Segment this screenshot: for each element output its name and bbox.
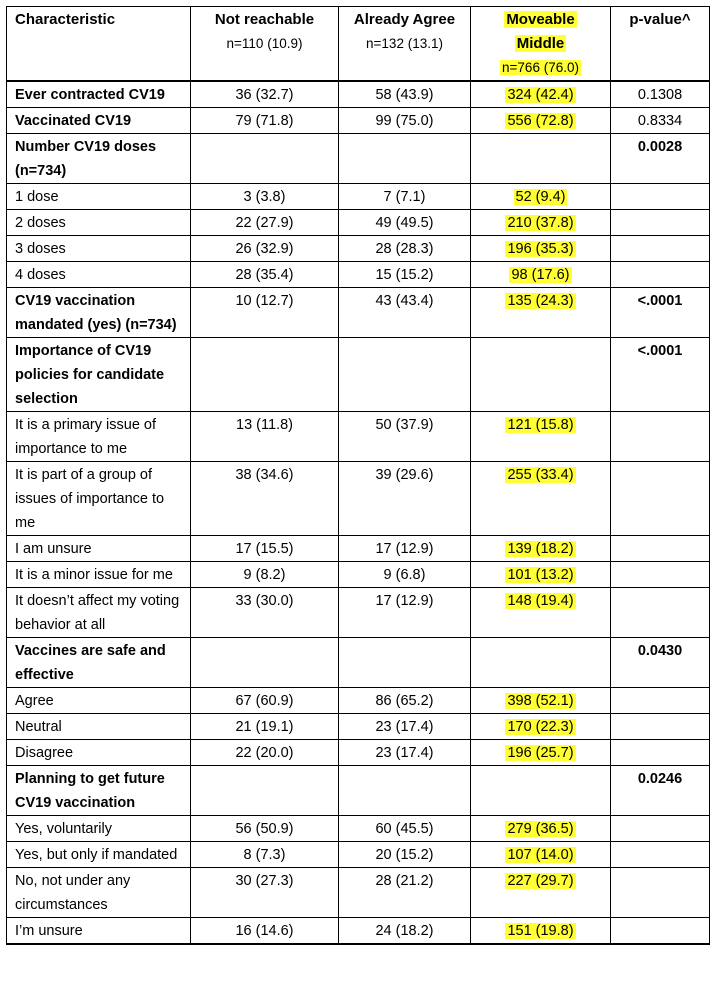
header-already-agree (339, 7, 471, 82)
cell-already-agree: 28 (28.3) (339, 236, 471, 262)
cell-pvalue (611, 184, 710, 210)
moveable-middle-value: 227 (29.7) (507, 873, 574, 889)
table-row (7, 918, 710, 945)
moveable-middle-value: 107 (14.0) (507, 847, 574, 863)
cell-moveable-middle (471, 766, 611, 816)
table-row (7, 236, 710, 262)
header-pvalue: p-value^ (611, 7, 710, 82)
moveable-middle-value: 101 (13.2) (507, 567, 574, 583)
cell-already-agree: 50 (37.9) (339, 412, 471, 462)
table-row (7, 262, 710, 288)
row-characteristic: 2 doses (7, 210, 191, 236)
moveable-middle-value: 279 (36.5) (507, 821, 574, 837)
table-row (7, 536, 710, 562)
header-not-reachable-label: Not reachable (214, 11, 315, 28)
table-row (7, 714, 710, 740)
moveable-middle-value: 170 (22.3) (507, 719, 574, 735)
cell-moveable-middle (471, 562, 611, 588)
row-characteristic: Ever contracted CV19 (7, 81, 191, 108)
cell-moveable-middle (471, 462, 611, 536)
cell-pvalue (611, 588, 710, 638)
cell-pvalue (611, 714, 710, 740)
cell-not-reachable: 10 (12.7) (191, 288, 339, 338)
cell-moveable-middle (471, 262, 611, 288)
cell-pvalue (611, 210, 710, 236)
cell-moveable-middle (471, 588, 611, 638)
cell-pvalue: <.0001 (611, 288, 710, 338)
header-already-agree-label: Already Agree (353, 11, 456, 28)
moveable-middle-value: 151 (19.8) (507, 923, 574, 939)
cell-already-agree: 20 (15.2) (339, 842, 471, 868)
cell-pvalue (611, 462, 710, 536)
header-not-reachable-n: n=110 (10.9) (226, 36, 303, 51)
header-moveable-middle-label-2: Middle (516, 35, 565, 52)
cell-pvalue (611, 868, 710, 918)
cell-pvalue (611, 842, 710, 868)
cell-not-reachable: 30 (27.3) (191, 868, 339, 918)
table-row (7, 338, 710, 412)
cell-not-reachable: 28 (35.4) (191, 262, 339, 288)
row-characteristic: No, not under any circumstances (7, 868, 191, 918)
cell-pvalue (611, 236, 710, 262)
cell-not-reachable (191, 134, 339, 184)
cell-moveable-middle (471, 412, 611, 462)
table-row (7, 740, 710, 766)
moveable-middle-value: 324 (42.4) (507, 87, 574, 103)
cell-moveable-middle (471, 688, 611, 714)
cell-pvalue: 0.1308 (611, 81, 710, 108)
cell-not-reachable: 21 (19.1) (191, 714, 339, 740)
moveable-middle-value: 255 (33.4) (507, 467, 574, 483)
table-body (7, 81, 710, 944)
cell-already-agree: 23 (17.4) (339, 740, 471, 766)
table-row (7, 688, 710, 714)
cell-already-agree: 17 (12.9) (339, 536, 471, 562)
cell-pvalue: <.0001 (611, 338, 710, 412)
cell-moveable-middle (471, 134, 611, 184)
cell-pvalue (611, 536, 710, 562)
header-not-reachable (191, 7, 339, 82)
cell-moveable-middle (471, 842, 611, 868)
cell-already-agree: 7 (7.1) (339, 184, 471, 210)
cell-already-agree: 24 (18.2) (339, 918, 471, 945)
moveable-middle-value: 210 (37.8) (507, 215, 574, 231)
cell-moveable-middle (471, 918, 611, 945)
header-already-agree-n: n=132 (13.1) (366, 36, 443, 51)
table-row (7, 134, 710, 184)
cell-pvalue: 0.0028 (611, 134, 710, 184)
table-row (7, 108, 710, 134)
cell-already-agree: 60 (45.5) (339, 816, 471, 842)
moveable-middle-value: 398 (52.1) (507, 693, 574, 709)
cell-pvalue (611, 688, 710, 714)
cell-pvalue: 0.0430 (611, 638, 710, 688)
cell-moveable-middle (471, 338, 611, 412)
cell-moveable-middle (471, 868, 611, 918)
row-characteristic: It is a minor issue for me (7, 562, 191, 588)
row-characteristic: It is part of a group of issues of importance to me (7, 462, 191, 536)
cell-not-reachable: 22 (20.0) (191, 740, 339, 766)
table-row (7, 184, 710, 210)
cell-already-agree (339, 134, 471, 184)
cell-not-reachable: 79 (71.8) (191, 108, 339, 134)
cell-moveable-middle (471, 638, 611, 688)
moveable-middle-value: 121 (15.8) (507, 417, 574, 433)
moveable-middle-value: 135 (24.3) (507, 293, 574, 309)
cell-moveable-middle (471, 536, 611, 562)
cell-moveable-middle (471, 288, 611, 338)
row-characteristic: It is a primary issue of importance to me (7, 412, 191, 462)
table-row (7, 562, 710, 588)
moveable-middle-value: 196 (25.7) (507, 745, 574, 761)
moveable-middle-value: 139 (18.2) (507, 541, 574, 557)
row-characteristic: Planning to get future CV19 vaccination (7, 766, 191, 816)
table-row (7, 842, 710, 868)
cell-already-agree (339, 638, 471, 688)
moveable-middle-value: 148 (19.4) (507, 593, 574, 609)
cell-pvalue (611, 262, 710, 288)
cell-pvalue: 0.0246 (611, 766, 710, 816)
row-characteristic: I am unsure (7, 536, 191, 562)
moveable-middle-value: 196 (35.3) (507, 241, 574, 257)
moveable-middle-value: 52 (9.4) (515, 189, 566, 205)
row-characteristic: CV19 vaccination mandated (yes) (n=734) (7, 288, 191, 338)
cell-already-agree: 17 (12.9) (339, 588, 471, 638)
header-moveable-middle-n: n=766 (76.0) (502, 60, 579, 75)
row-characteristic: Agree (7, 688, 191, 714)
cell-not-reachable: 22 (27.9) (191, 210, 339, 236)
header-moveable-middle (471, 7, 611, 82)
table-row (7, 462, 710, 536)
cell-pvalue (611, 412, 710, 462)
moveable-middle-value: 556 (72.8) (507, 113, 574, 129)
cell-already-agree: 49 (49.5) (339, 210, 471, 236)
table-row (7, 412, 710, 462)
table-row (7, 816, 710, 842)
cell-not-reachable: 3 (3.8) (191, 184, 339, 210)
cell-moveable-middle (471, 184, 611, 210)
cell-already-agree: 86 (65.2) (339, 688, 471, 714)
header-characteristic: Characteristic (7, 7, 191, 82)
table-row (7, 210, 710, 236)
cell-not-reachable: 67 (60.9) (191, 688, 339, 714)
cell-pvalue: 0.8334 (611, 108, 710, 134)
row-characteristic: 4 doses (7, 262, 191, 288)
cell-not-reachable: 13 (11.8) (191, 412, 339, 462)
row-characteristic: 3 doses (7, 236, 191, 262)
header-moveable-middle-label-1: Moveable (506, 11, 575, 28)
cell-already-agree: 58 (43.9) (339, 81, 471, 108)
row-characteristic: Number CV19 doses (n=734) (7, 134, 191, 184)
cell-already-agree: 23 (17.4) (339, 714, 471, 740)
cell-already-agree: 99 (75.0) (339, 108, 471, 134)
cell-moveable-middle (471, 236, 611, 262)
cell-not-reachable: 17 (15.5) (191, 536, 339, 562)
row-characteristic: It doesn’t affect my voting behavior at all (7, 588, 191, 638)
cell-not-reachable: 26 (32.9) (191, 236, 339, 262)
cell-not-reachable (191, 638, 339, 688)
cell-moveable-middle (471, 210, 611, 236)
row-characteristic: 1 dose (7, 184, 191, 210)
cell-already-agree (339, 766, 471, 816)
cell-not-reachable (191, 766, 339, 816)
cell-moveable-middle (471, 740, 611, 766)
cell-moveable-middle (471, 81, 611, 108)
table-row (7, 868, 710, 918)
row-characteristic: Disagree (7, 740, 191, 766)
cell-not-reachable: 36 (32.7) (191, 81, 339, 108)
moveable-middle-value: 98 (17.6) (511, 267, 570, 283)
table-row (7, 588, 710, 638)
cell-pvalue (611, 562, 710, 588)
table-row (7, 766, 710, 816)
cell-not-reachable (191, 338, 339, 412)
cell-not-reachable: 8 (7.3) (191, 842, 339, 868)
cell-not-reachable: 16 (14.6) (191, 918, 339, 945)
results-table (6, 6, 710, 945)
cell-already-agree: 39 (29.6) (339, 462, 471, 536)
cell-not-reachable: 33 (30.0) (191, 588, 339, 638)
row-characteristic: Yes, voluntarily (7, 816, 191, 842)
table-header-row (7, 7, 710, 82)
cell-pvalue (611, 740, 710, 766)
cell-pvalue (611, 918, 710, 945)
cell-not-reachable: 38 (34.6) (191, 462, 339, 536)
table-row (7, 638, 710, 688)
table-row (7, 81, 710, 108)
row-characteristic: Importance of CV19 policies for candidate selection (7, 338, 191, 412)
row-characteristic: Vaccines are safe and effective (7, 638, 191, 688)
cell-already-agree: 43 (43.4) (339, 288, 471, 338)
table-row (7, 288, 710, 338)
cell-moveable-middle (471, 108, 611, 134)
cell-already-agree: 9 (6.8) (339, 562, 471, 588)
cell-pvalue (611, 816, 710, 842)
cell-already-agree: 28 (21.2) (339, 868, 471, 918)
row-characteristic: Neutral (7, 714, 191, 740)
cell-moveable-middle (471, 816, 611, 842)
cell-already-agree: 15 (15.2) (339, 262, 471, 288)
row-characteristic: I’m unsure (7, 918, 191, 945)
header-moveable-middle-n-wrap (475, 56, 606, 80)
cell-moveable-middle (471, 714, 611, 740)
row-characteristic: Yes, but only if mandated (7, 842, 191, 868)
cell-already-agree (339, 338, 471, 412)
cell-not-reachable: 9 (8.2) (191, 562, 339, 588)
cell-not-reachable: 56 (50.9) (191, 816, 339, 842)
row-characteristic: Vaccinated CV19 (7, 108, 191, 134)
